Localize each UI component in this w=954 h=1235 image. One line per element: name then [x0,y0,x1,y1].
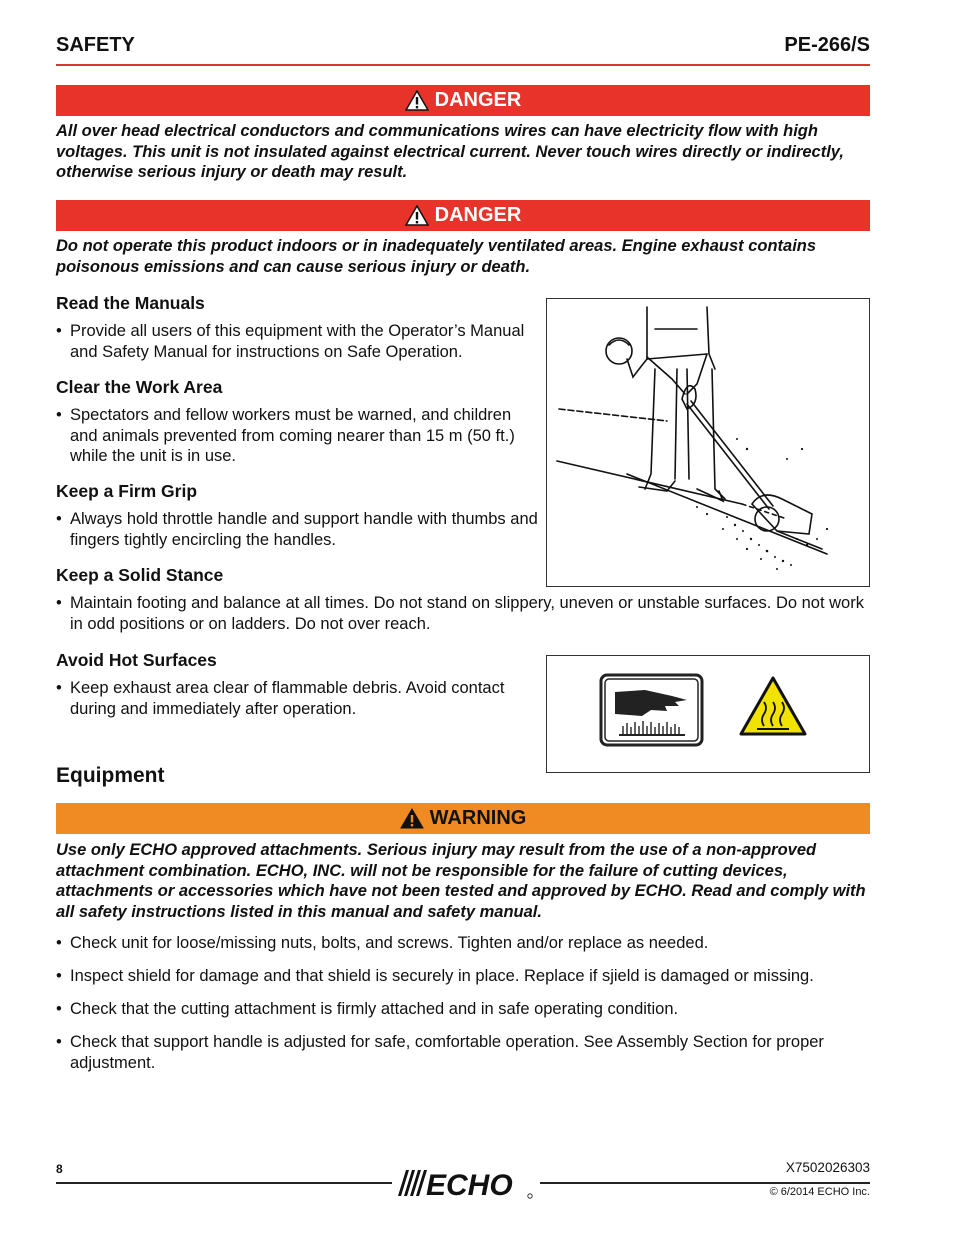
danger-label: DANGER [434,89,522,111]
page-number: 8 [56,1162,63,1176]
bullet-item: • Check that support handle is adjusted for safe, comfortable operation. See Assembly Section for proper adjustment. [56,1032,870,1073]
warning-banner [56,803,870,834]
svg-text:ECHO: ECHO [426,1169,513,1200]
section-heading: Keep a Firm Grip [56,481,198,501]
bullet-item: • Keep exhaust area clear of flammable debris. Avoid contact during and immediately after operation. [56,678,530,719]
danger-banner [56,85,870,116]
section-heading: Clear the Work Area [56,377,223,397]
warning-triangle-icon [405,205,429,226]
bullet-item: • Provide all users of this equipment with the Operator’s Manual and Safety Manual for instructions on Safe Operation. [56,321,540,362]
bullet-item: • Always hold throttle handle and support handle with thumbs and fingers tightly encircling the handles. [56,509,540,550]
header-rule [56,64,870,66]
warning-label: WARNING [429,807,527,829]
danger-banner [56,200,870,231]
section-title: SAFETY [56,34,135,56]
hot-surface-warning-icon [741,678,805,734]
footer-rule-right [540,1182,870,1184]
danger-text: All over head electrical conductors and communications wires can have electricity flow with high voltages. This unit is not insulated against electrical current. Never touch wires directly or indirectly, otherwise serious injury or death may result. [56,122,844,181]
section-heading: Read the Manuals [56,293,205,313]
warning-triangle-icon [405,90,429,111]
danger-text: Do not operate this product indoors or in inadequately ventilated areas. Engine exhaust contains poisonous emissions and can cause serious injury or death. [56,237,817,276]
operator-illustration [546,298,870,587]
echo-logo [392,1166,540,1200]
bullet-item: • Inspect shield for damage and that shield is securely in place. Replace if sjield is damaged or missing. [56,966,870,987]
warning-triangle-icon [400,808,424,829]
section-heading: Keep a Solid Stance [56,565,224,585]
section-heading: Avoid Hot Surfaces [56,650,217,670]
bullet-item: • Check unit for loose/missing nuts, bolts, and screws. Tighten and/or replace as needed. [56,933,870,954]
document-code: X7502026303 [785,1160,870,1175]
bullet-item: • Check that the cutting attachment is firmly attached and in safe operating condition. [56,999,870,1020]
bullet-item: • Spectators and fellow workers must be warned, and children and animals prevented from coming nearer than 15 m (50 ft.) while the unit is in use. [56,405,540,467]
equipment-heading: Equipment [56,764,165,787]
danger-label: DANGER [434,204,522,226]
bullet-item: • Maintain footing and balance at all times. Do not stand on slippery, uneven or unstable surfaces. Do not work in odd positions or on ladders. Do not over reach. [56,593,870,634]
copyright: © 6/2014 ECHO Inc. [769,1186,870,1198]
warning-text: Use only ECHO approved attachments. Serious injury may result from the use of a non-approved attachment combination. ECHO, INC. will not be responsible for the failure of cutting devices, attachments or accessories which have not been tested and approved by ECHO. Read and comply with all safety instructions listed in this manual and safety manual. [56,841,866,921]
footer-rule-left [56,1182,392,1184]
model-number: PE-266/S [784,34,870,56]
hand-hot-surface-icon [601,675,702,745]
echo-logo-mark [392,1166,540,1200]
hot-surface-icons [546,655,870,773]
hot-surface-symbols [547,656,869,772]
operator-edger-drawing [547,299,869,586]
